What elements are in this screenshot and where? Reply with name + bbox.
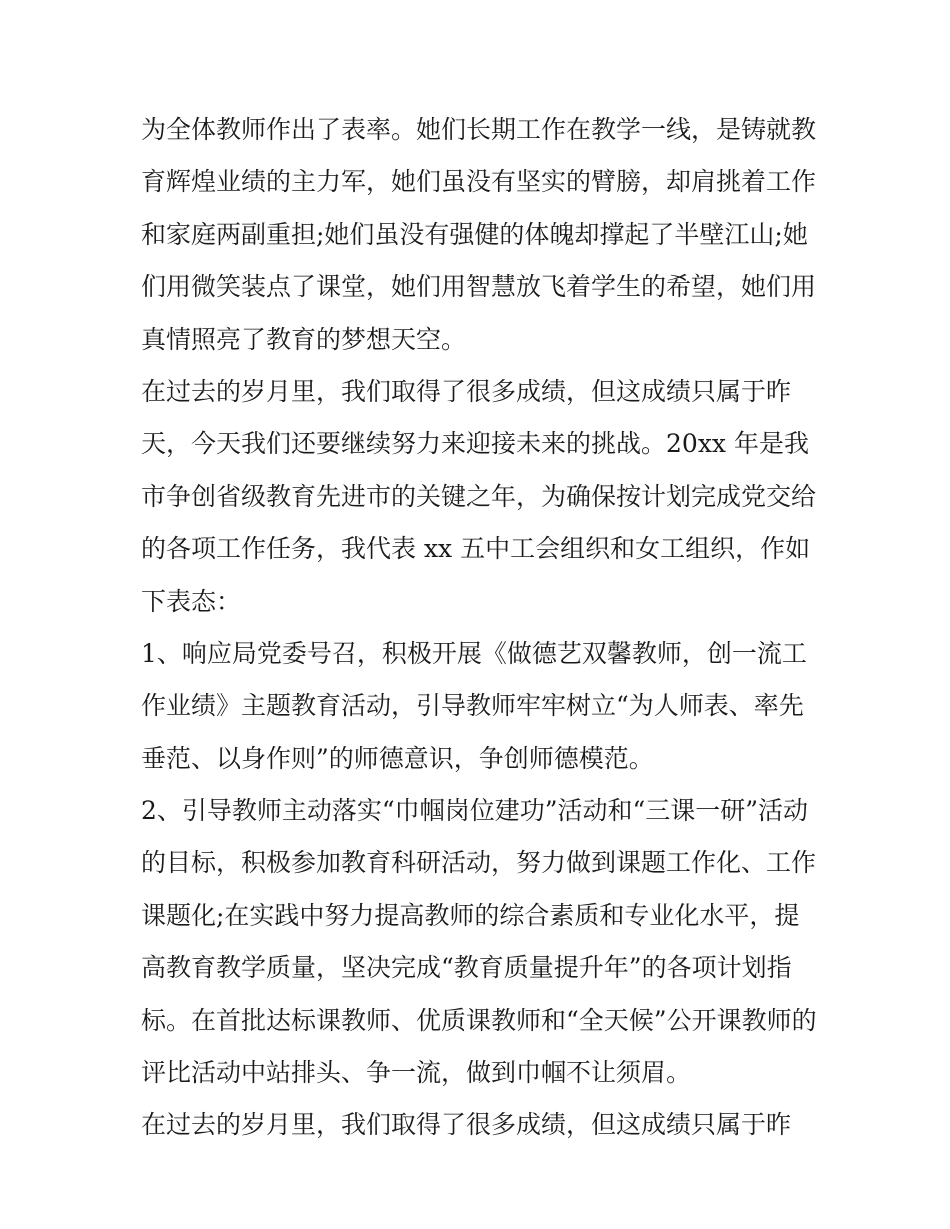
text-line: 的目标，积极参加教育科研活动，努力做到课题工作化、工作 [141, 848, 817, 878]
text-line: 作业绩》主题教育活动，引导教师牢牢树立“为人师表、率先 [141, 691, 804, 721]
text-line: 育辉煌业绩的主力军，她们虽没有坚实的臂膀，却肩挑着工作 [141, 167, 817, 197]
text-line: 标。在首批达标课教师、优质课教师和“全天候”公开课教师的 [141, 1005, 817, 1035]
text-line: 下表态： [141, 586, 242, 616]
text-line: 和家庭两副重担;她们虽没有强健的体魄却撑起了半壁江山;她 [141, 219, 808, 249]
text-line: 在过去的岁月里，我们取得了很多成绩，但这成绩只属于昨 [141, 376, 792, 406]
text-line: 真情照亮了教育的梦想天空。 [141, 324, 467, 354]
text-line: 为全体教师作出了表率。她们长期工作在教学一线，是铸就教 [141, 115, 817, 144]
text-line: 天，今天我们还要继续努力来迎接未来的挑战。20xx 年是我 [141, 429, 809, 459]
text-line: 垂范、以身作则”的师德意识，争创师德模范。 [141, 743, 654, 773]
text-line: 1、响应局党委号召，积极开展《做德艺双馨教师，创一流工 [141, 638, 807, 668]
document-body [141, 104, 821, 1152]
text-line: 市争创省级教育先进市的关键之年，为确保按计划完成党交给 [141, 481, 817, 511]
text-line: 高教育教学质量，坚决完成“教育质量提升年”的各项计划指 [141, 953, 792, 983]
text-line: 在过去的岁月里，我们取得了很多成绩，但这成绩只属于昨 [141, 1110, 792, 1140]
text-line: 们用微笑装点了课堂，她们用智慧放飞着学生的希望，她们用 [141, 272, 817, 302]
text-line: 2、引导教师主动落实“巾帼岗位建功”活动和“三课一研”活动 [141, 796, 809, 826]
text-line: 的各项工作任务，我代表 xx 五中工会组织和女工组织，作如 [141, 534, 811, 564]
text-line: 课题化;在实践中努力提高教师的综合素质和专业化水平，提 [141, 900, 800, 930]
text-line: 评比活动中站排头、争一流，做到巾帼不让须眉。 [141, 1058, 692, 1088]
